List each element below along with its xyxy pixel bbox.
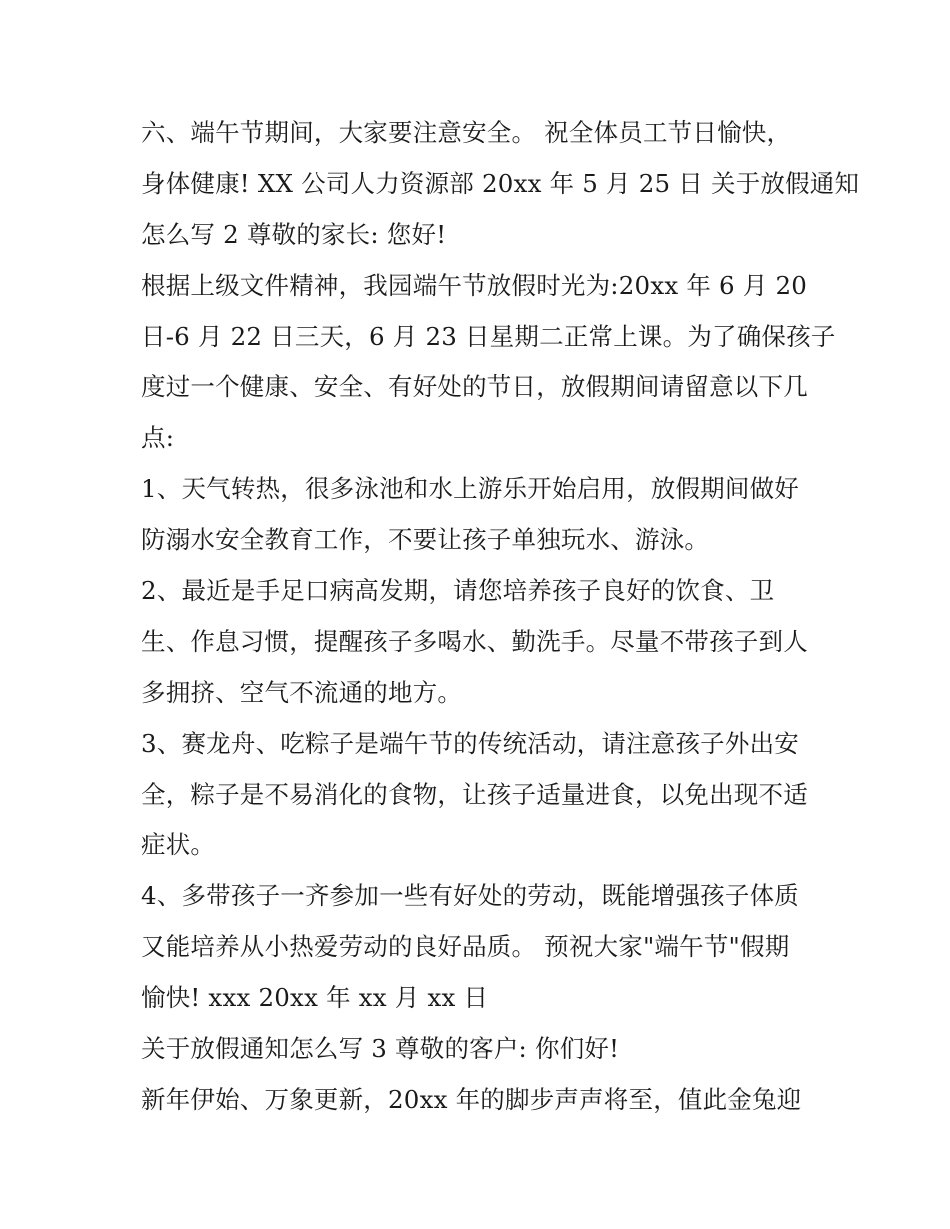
document-body	[141, 108, 860, 1126]
text-line-15: 症状。	[141, 830, 216, 860]
text-line-19: 关于放假通知怎么写 3 尊敬的客户: 你们好!	[141, 1034, 620, 1064]
text-line-13: 3、赛龙舟、吃粽子是端午节的传统活动，请注意孩子外出安	[141, 728, 799, 758]
text-line-3: 怎么写 2 尊敬的家长: 您好!	[141, 219, 447, 249]
text-line-12: 多拥挤、空气不流通的地方。	[141, 677, 463, 707]
text-line-20: 新年伊始、万象更新，20xx 年的脚步声声将至，值此金兔迎	[141, 1084, 802, 1114]
text-line-10: 2、最近是手足口病高发期，请您培养孩子良好的饮食、卫	[141, 576, 775, 606]
text-line-4: 根据上级文件精神，我园端午节放假时光为:20xx 年 6 月 20	[141, 270, 808, 300]
text-line-9: 防溺水安全教育工作，不要让孩子单独玩水、游泳。	[141, 525, 710, 555]
text-line-8: 1、天气转热，很多泳池和水上游乐开始启用，放假期间做好	[141, 474, 799, 504]
text-line-18: 愉快! xxx 20xx 年 xx 月 xx 日	[141, 983, 489, 1013]
text-line-2: 身体健康! XX 公司人力资源部 20xx 年 5 月 25 日 关于放假通知	[141, 168, 860, 198]
text-line-17: 又能培养从小热爱劳动的良好品质。 预祝大家"端午节"假期	[141, 932, 790, 962]
text-line-14: 全，粽子是不易消化的食物，让孩子适量进食，以免出现不适	[141, 779, 808, 809]
text-line-11: 生、作息习惯，提醒孩子多喝水、勤洗手。尽量不带孩子到人	[141, 626, 808, 656]
text-line-7: 点:	[141, 423, 175, 453]
text-line-16: 4、多带孩子一齐参加一些有好处的劳动，既能增强孩子体质	[141, 881, 799, 911]
text-line-1: 六、端午节期间，大家要注意安全。 祝全体员工节日愉快，	[141, 118, 792, 147]
text-line-6: 度过一个健康、安全、有好处的节日，放假期间请留意以下几	[141, 372, 808, 402]
text-line-5: 日-6 月 22 日三天，6 月 23 日星期二正常上课。为了确保孩子	[141, 321, 836, 351]
